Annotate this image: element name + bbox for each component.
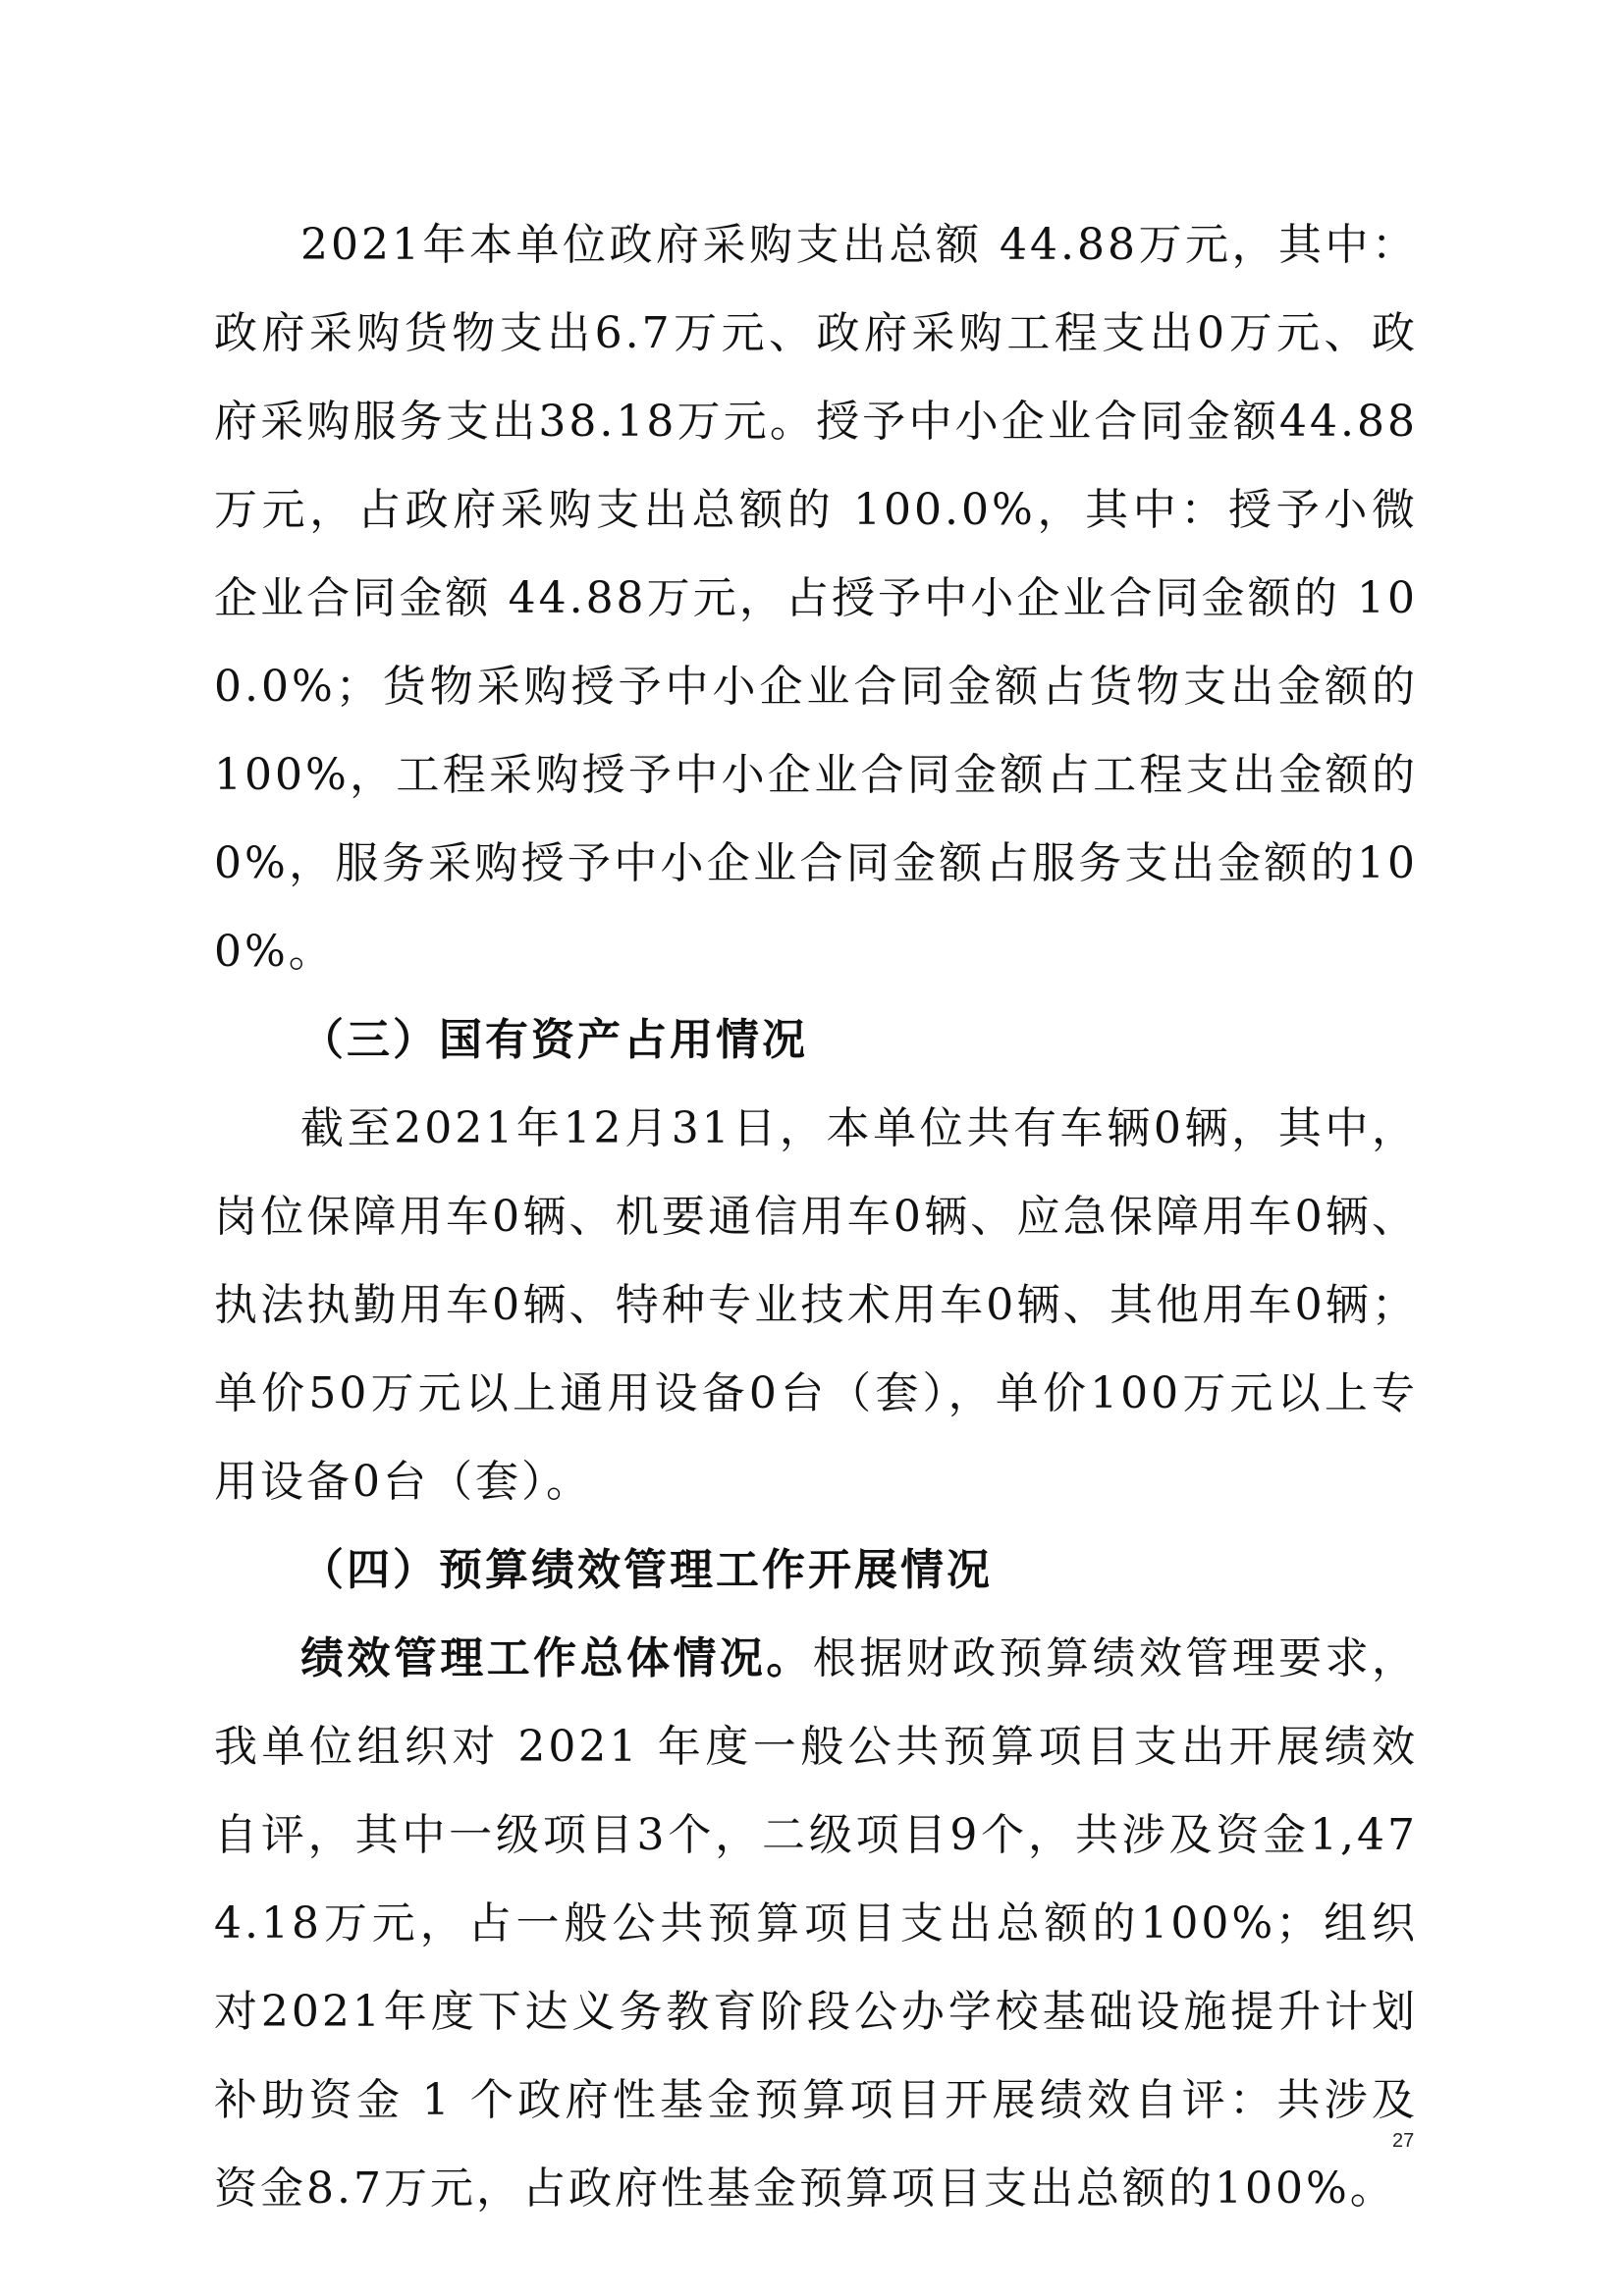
section-heading-performance: （四）预算绩效管理工作开展情况 — [300, 1545, 993, 1595]
performance-text: 根据财政预算绩效管理要求，我单位组织对 2021 年度一般公共预算项目支出开展绩效自评，其中一级项目3个，二级项目9个，共涉及资金1,474.18万元，占一般公共预算项目支出总额的100%；组织对2021年度下达义务教育阶段公办学校基础设施提升计划补助资金 1 个政府性基金预算项目开展绩效自评：共涉及资金8.7万元，占政府性基金预算项目支出总额的100%。 — [214, 1633, 1419, 2214]
performance-paragraph — [214, 1615, 1418, 2233]
page-number: 27 — [1392, 2130, 1415, 2152]
procurement-paragraph: 2021年本单位政府采购支出总额 44.88万元，其中：政府采购货物支出6.7万元、政府采购工程支出0万元、政府采购服务支出38.18万元。授予中小企业合同金额44.88万元，占政府采购支出总额的 100.0%，其中：授予小微企业合同金额 44.88万元，占授予中小企业合同金额的 100.0%；货物采购授予中小企业合同金额占货物支出金额的 100%，工程采购授予中小企业合同金额占工程支出金额的 0%，服务采购授予中小企业合同金额占服务支出金额的100%。 — [214, 220, 1418, 977]
section-heading-assets: （三）国有资产占用情况 — [300, 1015, 808, 1065]
performance-lead: 绩效管理工作总体情况。 — [300, 1633, 813, 1683]
page-body — [214, 201, 1418, 2233]
assets-paragraph: 截至2021年12月31日，本单位共有车辆0辆，其中，岗位保障用车0辆、机要通信用车0辆、应急保障用车0辆、执法执勤用车0辆、特种专业技术用车0辆、其他用车0辆；单价50万元以上通用设备0台（套），单价100万元以上专用设备0台（套）。 — [214, 1103, 1418, 1507]
